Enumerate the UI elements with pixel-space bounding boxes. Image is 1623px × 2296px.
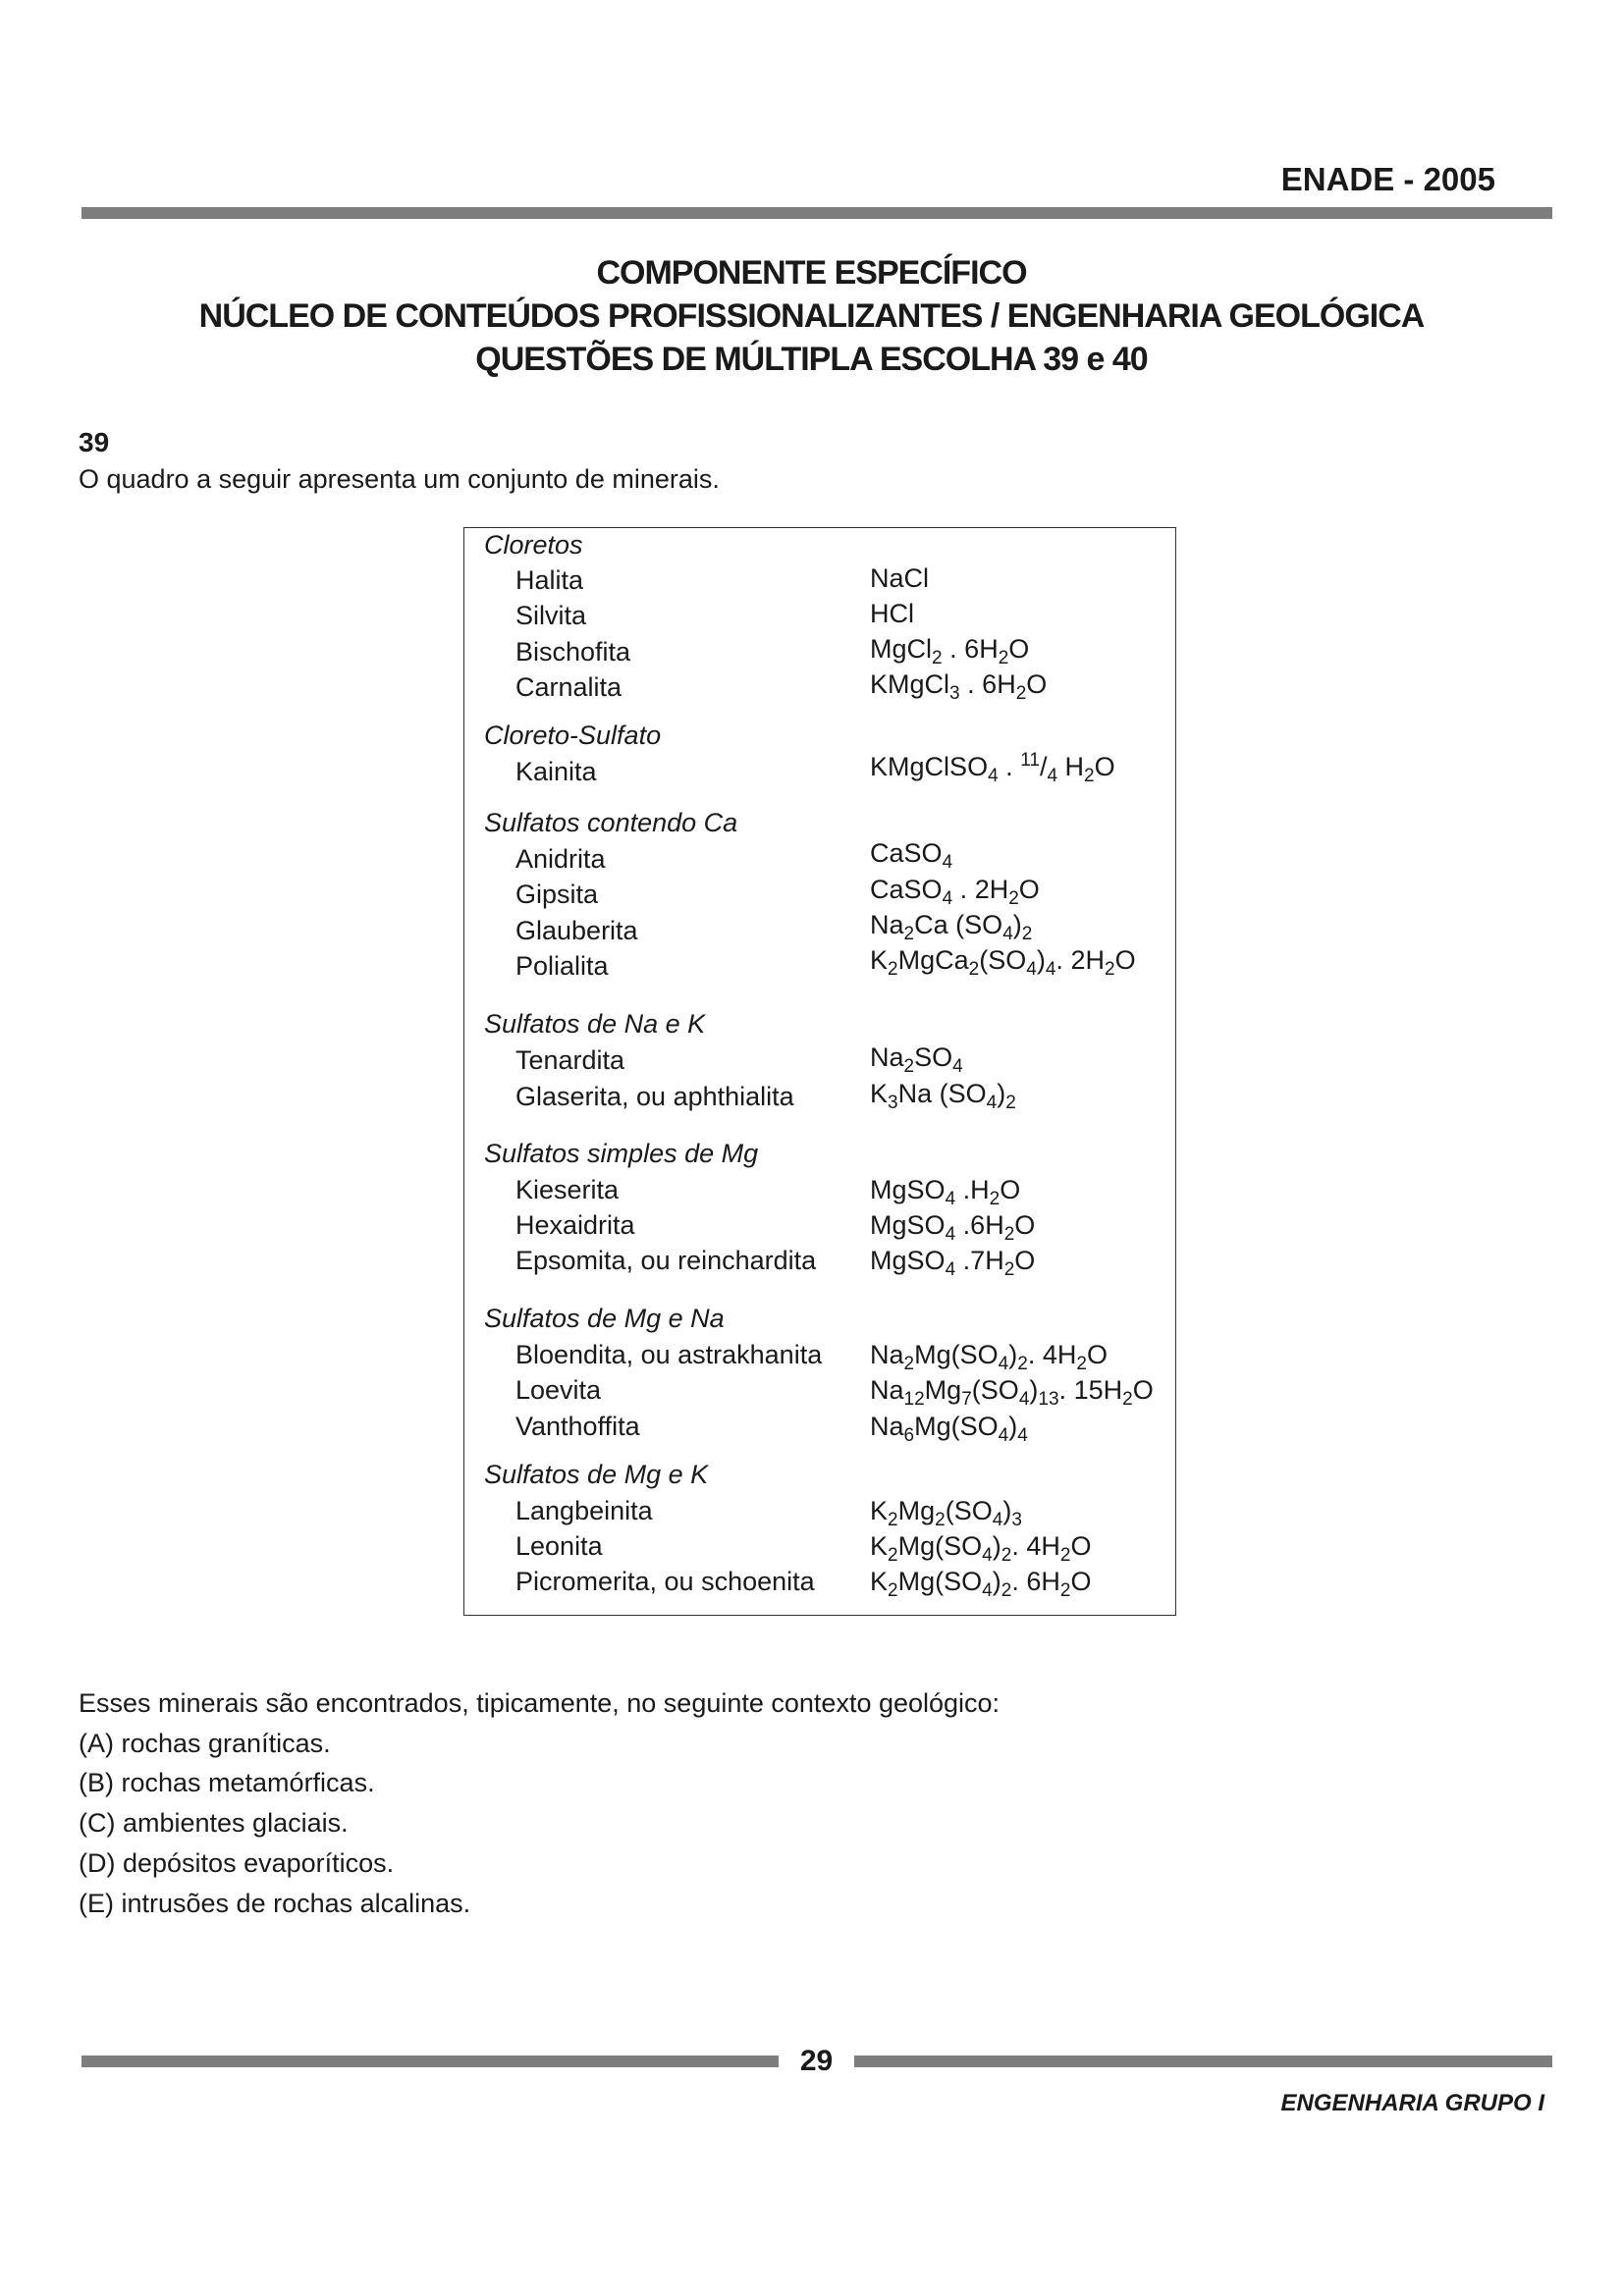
option-e[interactable]: (E) intrusões de rochas alcalinas. [79, 1889, 471, 1918]
mineral-name: Hexaidrita [515, 1210, 635, 1240]
exam-label: ENADE - 2005 [1280, 161, 1495, 197]
mineral-table [463, 527, 1176, 1616]
mineral-formula: MgSO$_4$ $.H_2O$ [870, 1175, 1021, 1209]
question-number: 39 [79, 427, 110, 457]
mineral-formula: MgSO$_4$ $.7H_2O$ [870, 1246, 1036, 1280]
mineral-formula: $Na_2Ca$ $(SO_4)_2$ [870, 910, 1033, 944]
mineral-name: Picromerita, ou schoenita [515, 1567, 815, 1596]
mineral-name: Carnalita [515, 672, 622, 702]
section-title: COMPONENTE ESPECÍFICO [596, 254, 1027, 292]
mineral-name: Epsomita, ou reinchardita [515, 1246, 817, 1275]
option-c[interactable]: (C) ambientes glaciais. [79, 1808, 349, 1838]
footer-rule-left [81, 2056, 779, 2067]
mineral-formula: $K_2Mg(SO_4)_2$. $6H_2O$ [870, 1567, 1092, 1601]
mineral-name: Loevita [515, 1375, 602, 1405]
question-intro: O quadro a seguir apresenta um conjunto de minerais. [79, 464, 720, 494]
mineral-formula: KMgClSO$_4$ . $^{11}/_4$ $H_2O$ [870, 750, 1115, 786]
mineral-formula: CaSO$_4$ [870, 838, 953, 873]
mineral-formula: $Na_{12}Mg_7(SO_4)_{13}$. $15H_2O$ [870, 1375, 1154, 1410]
mineral-name: Langbeinita [515, 1496, 653, 1525]
mineral-formula: $K_2MgCa_2(SO_4)_4$. $2H_2O$ [870, 945, 1136, 980]
mineral-name: Polialita [515, 951, 609, 981]
mineral-name: Kieserita [515, 1175, 620, 1204]
mineral-name: Bischofita [515, 637, 631, 667]
mineral-formula: $Na_2SO_4$ [870, 1042, 963, 1077]
mineral-name: Leonita [515, 1531, 603, 1561]
header-rule [81, 207, 1552, 219]
mineral-formula: NaCl [870, 563, 930, 593]
mineral-formula: $K_3Na$ $(SO_4)_2$ [870, 1079, 1016, 1113]
mineral-name: Silvita [515, 601, 587, 630]
mineral-formula: $K_2Mg_2(SO_4)_3$ [870, 1496, 1022, 1530]
mineral-name: Tenardita [515, 1045, 625, 1075]
footer-label: ENGENHARIA GRUPO I [1280, 2090, 1544, 2116]
mineral-formula: HCl [870, 599, 914, 628]
page-number: 29 [799, 2045, 834, 2077]
group-heading: Sulfatos de Mg e K [484, 1460, 709, 1489]
mineral-name: Vanthoffita [515, 1412, 640, 1441]
group-heading: Sulfatos de Na e K [484, 1009, 706, 1039]
option-a[interactable]: (A) rochas graníticas. [79, 1729, 331, 1758]
mineral-name: Halita [515, 565, 584, 595]
option-d[interactable]: (D) depósitos evaporíticos. [79, 1848, 395, 1878]
group-heading: Cloretos [484, 530, 583, 560]
mineral-name: Gipsita [515, 880, 599, 909]
option-b[interactable]: (B) rochas metamórficas. [79, 1768, 375, 1797]
group-heading: Sulfatos de Mg e Na [484, 1304, 725, 1333]
group-heading: Sulfatos contendo Ca [484, 808, 738, 837]
mineral-formula: KMgCl$_3$ . $6H_2O$ [870, 669, 1048, 704]
section-subtitle: NÚCLEO DE CONTEÚDOS PROFISSIONALIZANTES / ENGENHARIA GEOLÓGICA [198, 297, 1425, 335]
mineral-name: Glauberita [515, 916, 638, 945]
group-heading: Sulfatos simples de Mg [484, 1139, 759, 1168]
mineral-formula: CaSO$_4$ . $2H_2O$ [870, 875, 1040, 909]
mineral-name: Bloendita, ou astrakhanita [515, 1340, 823, 1369]
mineral-name: Anidrita [515, 844, 606, 874]
questions-range: QUESTÕES DE MÚLTIPLA ESCOLHA 39 e 40 [475, 341, 1148, 378]
mineral-formula: $Na_2Mg(SO_4)_2$. $4H_2O$ [870, 1340, 1108, 1374]
mineral-formula: $Na_6Mg(SO_4)_4$ [870, 1412, 1028, 1446]
mineral-formula: $K_2Mg(SO_4)_2$. $4H_2O$ [870, 1531, 1092, 1566]
mineral-formula: MgSO$_4$ $.6H_2O$ [870, 1210, 1036, 1245]
mineral-name: Kainita [515, 757, 597, 786]
group-heading: Cloreto-Sulfato [484, 721, 662, 750]
mineral-name: Glaserita, ou aphthialita [515, 1082, 794, 1111]
footer-rule-right [854, 2056, 1552, 2067]
mineral-formula: MgCl$_2$ . $6H_2O$ [870, 634, 1030, 668]
question-prompt: Esses minerais são encontrados, tipicamente, no seguinte contexto geológico: [79, 1688, 1001, 1718]
